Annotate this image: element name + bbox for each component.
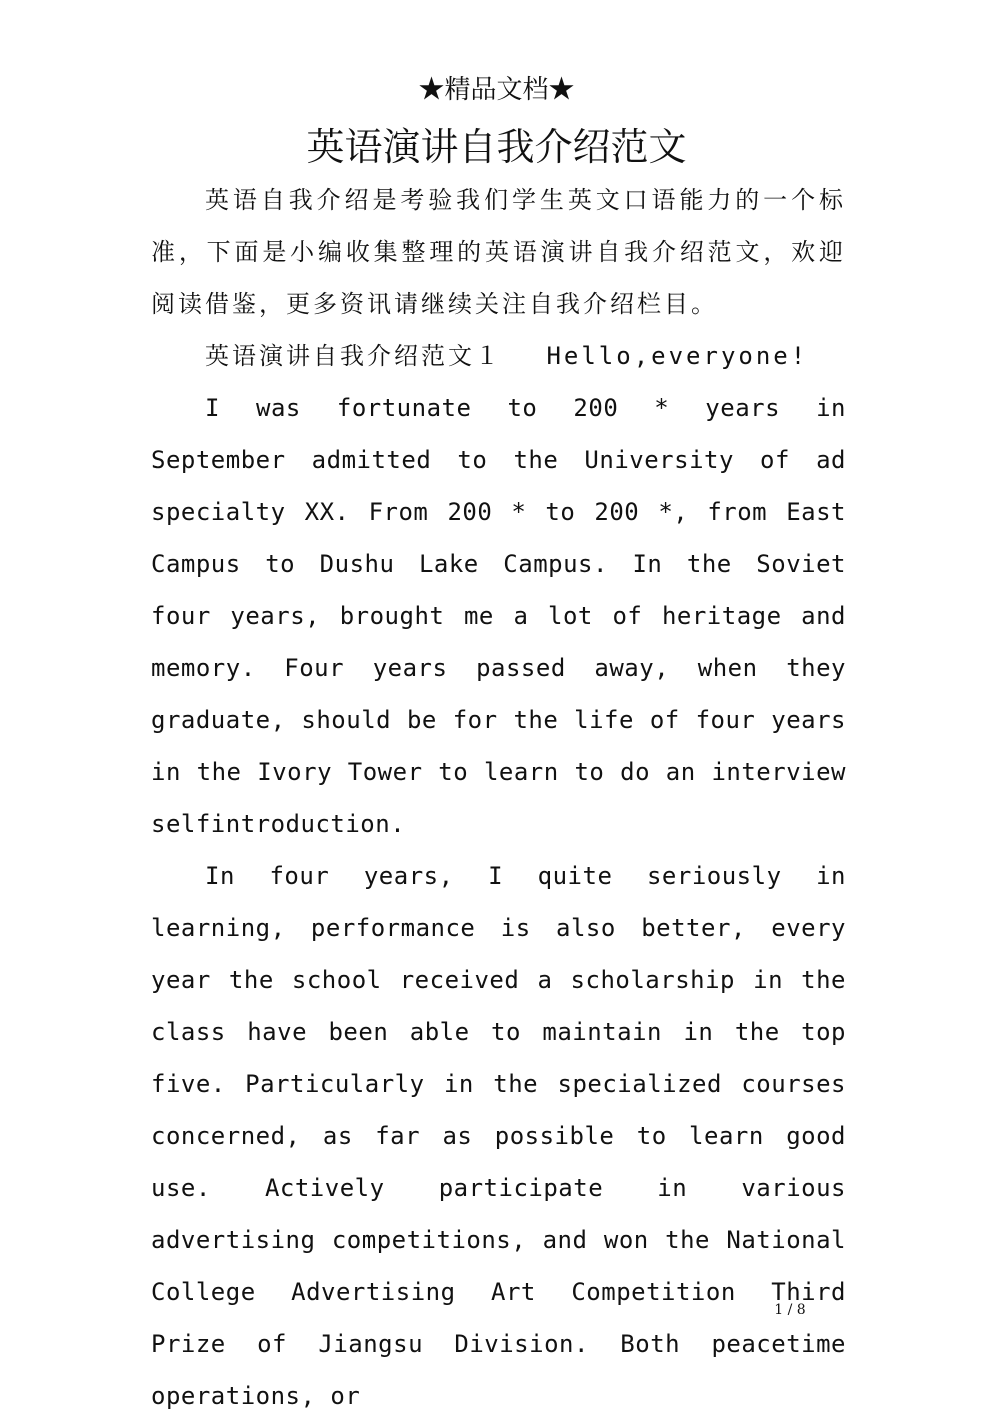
body-paragraph: In four years, I quite seriously in learning, performance is also better, every year the school received a scholarship in the class have been able to maintain in the top five. Particularly in the specialized courses concerned, as far as possible to learn good use. Actively participate in various advertising competitions, and won the National College Advertising Art Competition Third Prize of Jiangsu Division. Both peacetime operations, or <box>151 862 846 1410</box>
intro-paragraph: 英语自我介绍是考验我们学生英文口语能力的一个标准，下面是小编收集整理的英语演讲自我介绍范文，欢迎阅读借鉴，更多资讯请继续关注自我介绍栏目。 <box>151 186 846 318</box>
page-number: 1 / 8 <box>774 1302 806 1318</box>
body-paragraph: I was fortunate to 200 * years in September admitted to the University of ad specialty XX. From 200 * to 200 *, from East Campus to Dushu Lake Campus. In the Soviet four years, brought me a lot of heritage and memory. Four years passed away, when they graduate, should be for the life of four years in the Ivory Tower to learn to do an interview selfintroduction. <box>151 394 846 838</box>
document-title: 英语演讲自我介绍范文 <box>306 125 687 169</box>
document-body <box>151 174 846 1422</box>
section-heading: 英语演讲自我介绍范文１ Hello,everyone! <box>205 342 809 370</box>
document-header: ★精品文档★ <box>418 75 575 105</box>
